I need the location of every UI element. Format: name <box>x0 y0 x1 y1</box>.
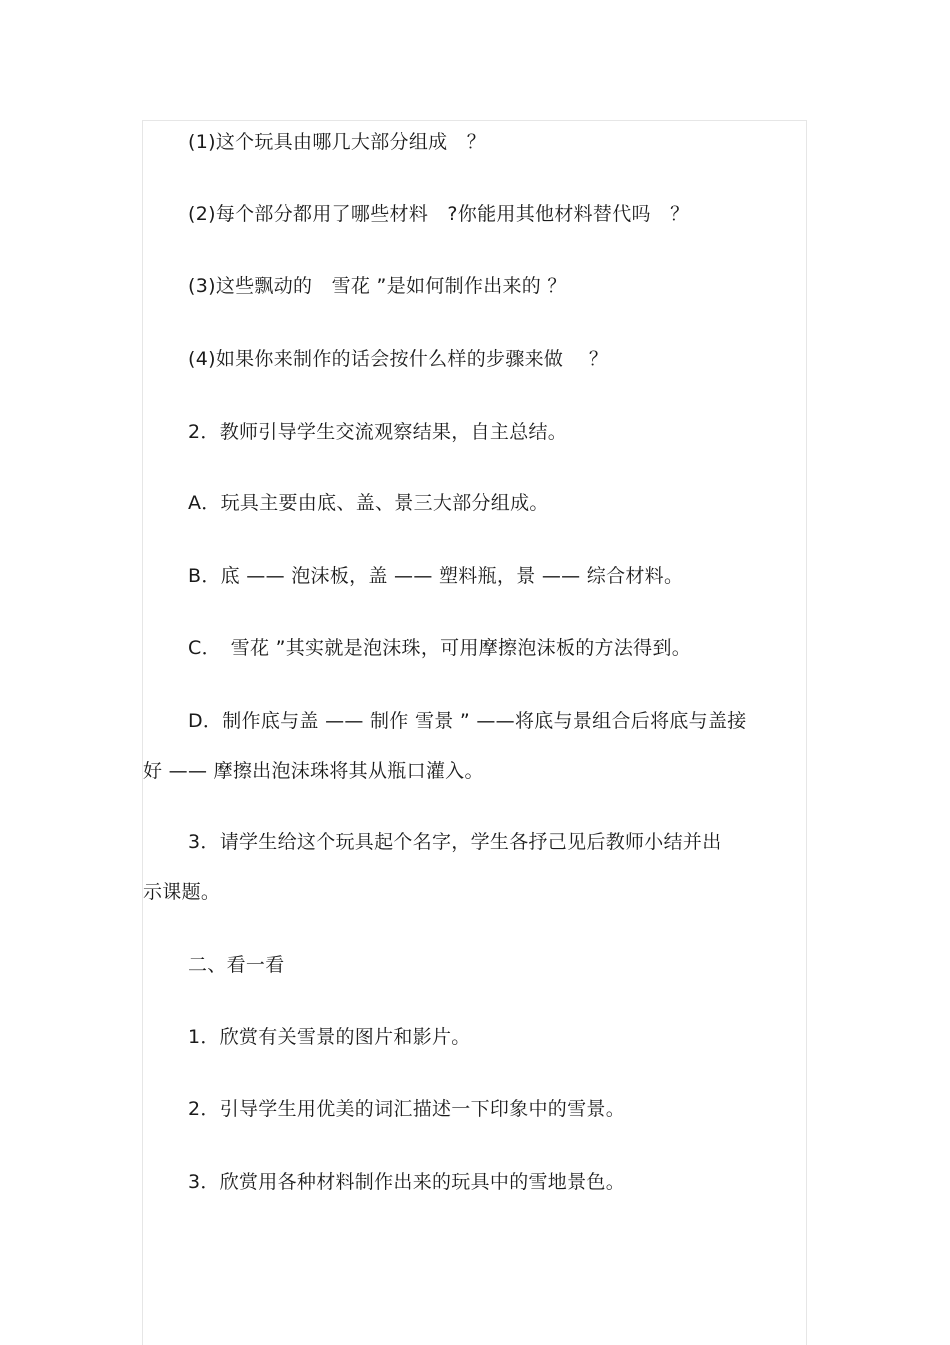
question-4: (4)如果你来制作的话会按什么样的步骤来做 ？ <box>188 348 609 370</box>
look-item-2: 2．引导学生用优美的词汇描述一下印象中的雪景。 <box>188 1098 625 1120</box>
point-b: B．底 —— 泡沫板，盖 —— 塑料瓶，景 —— 综合材料。 <box>188 565 684 587</box>
section-heading: 二、看一看 <box>188 954 285 976</box>
question-2: (2)每个部分都用了哪些材料 ?你能用其他材料替代吗 ？ <box>188 203 690 225</box>
look-item-1: 1．欣赏有关雪景的图片和影片。 <box>188 1026 471 1048</box>
point-a: A．玩具主要由底、盖、景三大部分组成。 <box>188 492 549 514</box>
step-2-text: 2．教师引导学生交流观察结果，自主总结。 <box>188 421 568 443</box>
point-c: C． 雪花 ”其实就是泡沫珠，可用摩擦泡沫板的方法得到。 <box>188 637 692 659</box>
look-item-3: 3．欣赏用各种材料制作出来的玩具中的雪地景色。 <box>188 1171 625 1193</box>
point-d-line-2: 好 —— 摩擦出泡沫珠将其从瓶口灌入。 <box>143 760 484 782</box>
question-1: (1)这个玩具由哪几大部分组成 ？ <box>188 131 487 153</box>
step-3-line-1: 3．请学生给这个玩具起个名字，学生各抒己见后教师小结并出 <box>188 831 722 853</box>
point-d-line-1: D．制作底与盖 —— 制作 雪景 ” ——将底与景组合后将底与盖接 <box>188 710 747 732</box>
step-3-line-2: 示课题。 <box>143 881 221 903</box>
question-3: (3)这些飘动的 雪花 ”是如何制作出来的 ？ <box>188 275 567 297</box>
